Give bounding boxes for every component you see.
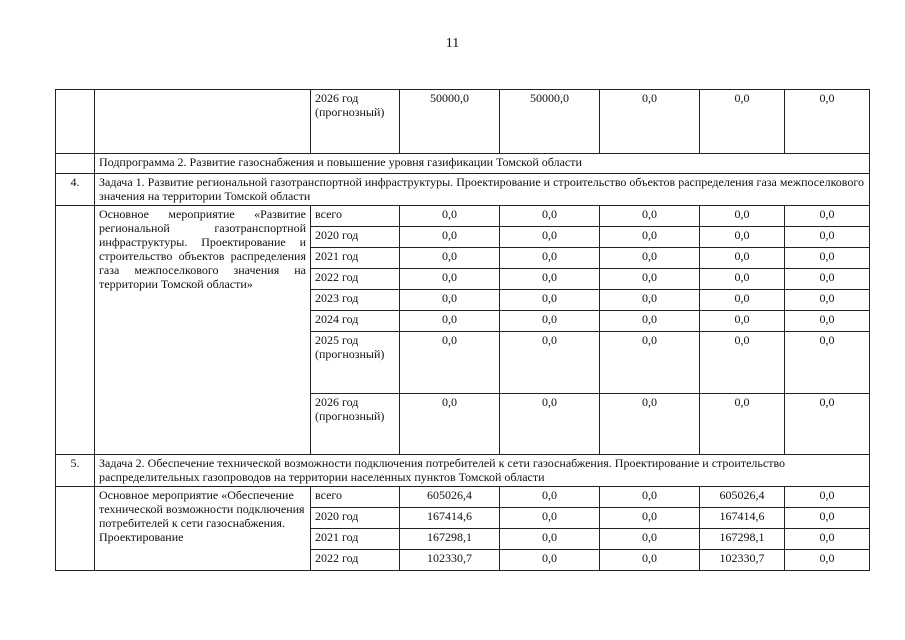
amount-cell: 0,0 bbox=[600, 332, 700, 394]
amount-cell: 0,0 bbox=[785, 550, 870, 571]
amount-cell: 0,0 bbox=[700, 90, 785, 154]
year-cell: 2026 год (прогнозный) bbox=[311, 90, 400, 154]
amount-cell: 0,0 bbox=[500, 332, 600, 394]
amount-cell: 0,0 bbox=[600, 227, 700, 248]
amount-total-cell: 0,0 bbox=[400, 206, 500, 227]
amount-total-cell: 0,0 bbox=[400, 269, 500, 290]
table-row bbox=[56, 487, 870, 508]
amount-cell: 0,0 bbox=[785, 529, 870, 550]
amount-cell: 0,0 bbox=[785, 487, 870, 508]
amount-cell: 0,0 bbox=[785, 269, 870, 290]
task-title: Задача 1. Развитие региональной газотранспортной инфраструктуры. Проектирование и строительство объектов распределения газа межпоселкового значения на территории Томской области bbox=[95, 174, 870, 206]
year-cell: всего bbox=[311, 206, 400, 227]
year-cell: 2020 год bbox=[311, 508, 400, 529]
amount-cell: 0,0 bbox=[785, 206, 870, 227]
amount-cell: 0,0 bbox=[700, 332, 785, 394]
amount-cell: 0,0 bbox=[700, 269, 785, 290]
amount-total-cell: 0,0 bbox=[400, 290, 500, 311]
amount-cell: 0,0 bbox=[600, 248, 700, 269]
page-number: 11 bbox=[445, 36, 460, 51]
amount-cell: 0,0 bbox=[700, 290, 785, 311]
amount-cell: 0,0 bbox=[500, 206, 600, 227]
amount-cell: 0,0 bbox=[600, 206, 700, 227]
amount-cell: 0,0 bbox=[600, 550, 700, 571]
amount-cell: 167298,1 bbox=[700, 529, 785, 550]
amount-cell: 0,0 bbox=[500, 290, 600, 311]
amount-total-cell: 0,0 bbox=[400, 248, 500, 269]
row-number-cell bbox=[56, 487, 95, 571]
amount-cell: 0,0 bbox=[785, 311, 870, 332]
year-cell: 2026 год (прогнозный) bbox=[311, 394, 400, 455]
amount-total-cell: 102330,7 bbox=[400, 550, 500, 571]
activity-cell: Основное мероприятие «Развитие региональной газотранспортной инфраструктуры. Проектирование и строительство объектов распределения газа межпоселкового значения на территории Томской области» bbox=[95, 206, 311, 455]
year-cell: всего bbox=[311, 487, 400, 508]
year-cell: 2024 год bbox=[311, 311, 400, 332]
row-number-cell bbox=[56, 154, 95, 174]
amount-cell: 0,0 bbox=[785, 290, 870, 311]
amount-cell: 0,0 bbox=[600, 290, 700, 311]
amount-cell: 0,0 bbox=[700, 206, 785, 227]
amount-cell: 0,0 bbox=[700, 394, 785, 455]
amount-cell: 0,0 bbox=[500, 394, 600, 455]
amount-cell: 0,0 bbox=[500, 529, 600, 550]
table-row bbox=[56, 455, 870, 487]
subprogram-title: Подпрограмма 2. Развитие газоснабжения и повышение уровня газификации Томской области bbox=[95, 154, 870, 174]
amount-cell: 0,0 bbox=[785, 90, 870, 154]
amount-cell: 0,0 bbox=[700, 227, 785, 248]
activity-cell: Основное мероприятие «Обеспечение технической возможности подключения потребителей к сети газоснабжения. Проектирование bbox=[95, 487, 311, 571]
amount-cell: 0,0 bbox=[785, 508, 870, 529]
amount-total-cell: 0,0 bbox=[400, 227, 500, 248]
year-cell: 2025 год (прогнозный) bbox=[311, 332, 400, 394]
amount-cell: 605026,4 bbox=[700, 487, 785, 508]
amount-cell: 0,0 bbox=[500, 550, 600, 571]
amount-cell: 0,0 bbox=[500, 487, 600, 508]
amount-total-cell: 0,0 bbox=[400, 332, 500, 394]
amount-total-cell: 167414,6 bbox=[400, 508, 500, 529]
year-cell: 2021 год bbox=[311, 248, 400, 269]
amount-total-cell: 167298,1 bbox=[400, 529, 500, 550]
amount-cell: 0,0 bbox=[600, 90, 700, 154]
table-row bbox=[56, 174, 870, 206]
amount-cell: 0,0 bbox=[500, 248, 600, 269]
amount-cell: 0,0 bbox=[600, 487, 700, 508]
row-number-cell bbox=[56, 90, 95, 154]
amount-cell: 0,0 bbox=[785, 248, 870, 269]
table-row bbox=[56, 154, 870, 174]
activity-cell bbox=[95, 90, 311, 154]
amount-cell: 0,0 bbox=[600, 529, 700, 550]
amount-cell: 0,0 bbox=[500, 508, 600, 529]
amount-cell: 0,0 bbox=[700, 311, 785, 332]
amount-total-cell: 605026,4 bbox=[400, 487, 500, 508]
row-number-cell: 5. bbox=[56, 455, 95, 487]
row-number-cell: 4. bbox=[56, 174, 95, 206]
amount-cell: 0,0 bbox=[600, 311, 700, 332]
year-cell: 2021 год bbox=[311, 529, 400, 550]
amount-cell: 0,0 bbox=[600, 394, 700, 455]
amount-cell: 0,0 bbox=[600, 269, 700, 290]
amount-total-cell: 0,0 bbox=[400, 311, 500, 332]
year-cell: 2023 год bbox=[311, 290, 400, 311]
table-row bbox=[56, 206, 870, 227]
table-row bbox=[56, 90, 870, 154]
amount-total-cell: 50000,0 bbox=[400, 90, 500, 154]
amount-cell: 0,0 bbox=[700, 248, 785, 269]
year-cell: 2020 год bbox=[311, 227, 400, 248]
amount-total-cell: 0,0 bbox=[400, 394, 500, 455]
amount-cell: 50000,0 bbox=[500, 90, 600, 154]
amount-cell: 167414,6 bbox=[700, 508, 785, 529]
amount-cell: 0,0 bbox=[500, 227, 600, 248]
amount-cell: 102330,7 bbox=[700, 550, 785, 571]
amount-cell: 0,0 bbox=[785, 227, 870, 248]
amount-cell: 0,0 bbox=[500, 269, 600, 290]
year-cell: 2022 год bbox=[311, 269, 400, 290]
row-number-cell bbox=[56, 206, 95, 455]
amount-cell: 0,0 bbox=[500, 311, 600, 332]
financing-table bbox=[55, 89, 870, 571]
task-title: Задача 2. Обеспечение технической возможности подключения потребителей к сети газоснабжения. Проектирование и строительство распределительных газопроводов на территории населенных пунктов Томской области bbox=[95, 455, 870, 487]
amount-cell: 0,0 bbox=[785, 394, 870, 455]
year-cell: 2022 год bbox=[311, 550, 400, 571]
amount-cell: 0,0 bbox=[600, 508, 700, 529]
amount-cell: 0,0 bbox=[785, 332, 870, 394]
